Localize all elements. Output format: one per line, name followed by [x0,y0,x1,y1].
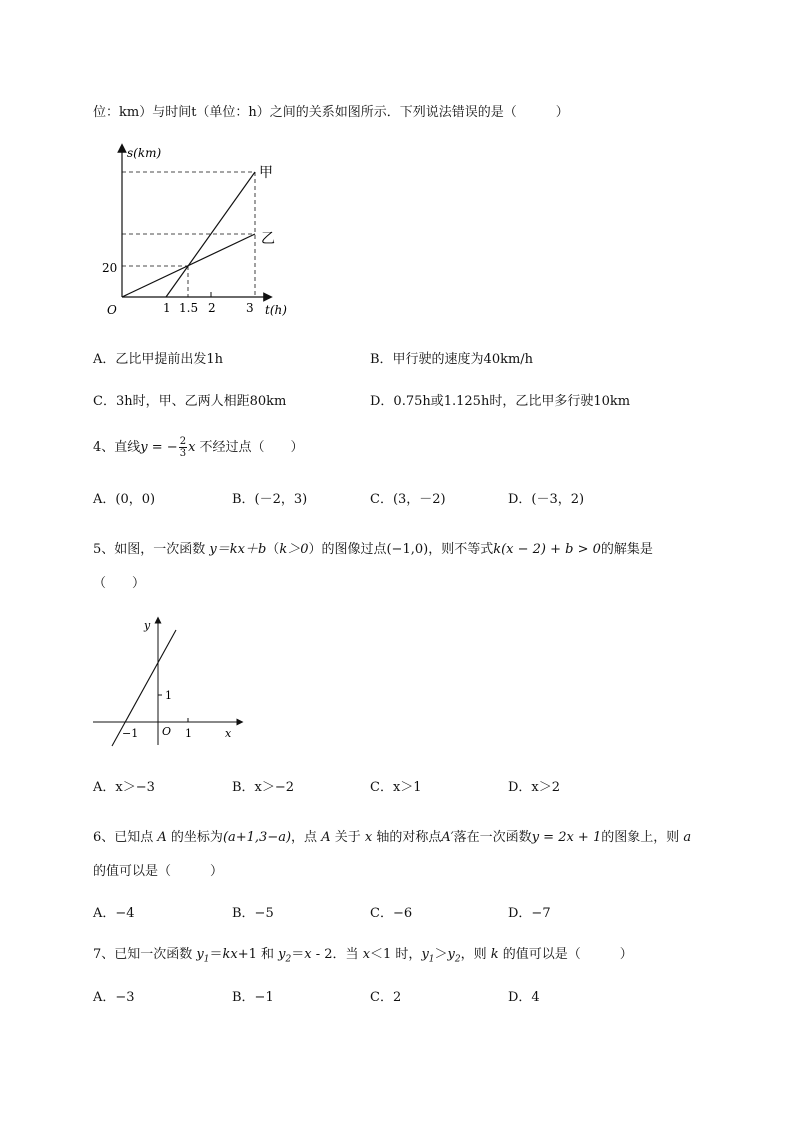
q5-x-label: x [225,727,232,740]
q4-frac-den: 3 [179,448,187,459]
q5-option-d: D．x＞2 [508,780,561,795]
q5-text-4: ，则不等式 [428,542,494,557]
q6-text-b: 的坐标为 [166,830,223,845]
q3-y-tick-20: 20 [102,261,118,275]
q7-text-g: ＞ [434,947,448,962]
q6-text-d: 关于 [330,830,365,845]
q5-inequality: k(x − 2) + b > 0 [493,542,601,557]
q5-tick-1x: 1 [185,727,192,740]
q7-y2-sub-2: 2 [454,954,461,965]
q7-option-a: A．−3 [93,990,135,1005]
q4-option-c: C．(3，－2) [370,492,446,507]
q3-x-tick-3: 3 [246,301,254,315]
q6-text-e: 轴的对称点 [372,830,442,845]
q5-stem [93,538,653,557]
q3-origin: O [107,303,117,317]
q6-option-b: B．−5 [232,906,274,921]
q7-text-c: +1 和 [237,947,279,962]
q7-k: k [490,947,499,962]
q6-stem-line1 [93,826,691,845]
q4-prefix: 4、直线 [93,440,141,455]
q3-distance-time-graph [95,138,295,323]
q5-y-label: y [144,619,151,632]
q7-text-i: 的值可以是（ ） [498,947,633,962]
q4-eq-lhs: y [140,440,148,455]
q3-label-yi: 乙 [261,231,275,247]
q5-paren: （ ） [93,576,146,591]
q3-option-a: A．乙比甲提前出发1h [93,352,224,367]
q6-stem-line2: 的值可以是（ ） [93,864,224,879]
q7-text-f: ＜1 时， [370,947,422,962]
q3-x-tick-1-5: 1.5 [179,301,199,315]
q5-linear-function-graph [88,612,248,752]
q3-stem: 位：km）与时间t（单位：h）之间的关系如图所示．下列说法错误的是（ ） [93,105,569,120]
q3-label-jia: 甲 [259,165,273,181]
q7-text-a: 7、已知一次函数 [93,947,197,962]
q7-text-d: ＝ [291,947,305,962]
q4-frac-num: 2 [179,436,187,447]
q3-option-c: C．3h时，甲、乙两人相距80km [93,394,287,409]
q5-text-2: （ [266,542,280,557]
q6-a-var: a [683,830,692,845]
q6-text-a: 6、已知点 [93,830,158,845]
q7-stem [93,943,633,965]
q6-option-a: A．−4 [93,906,135,921]
q5-func: y＝kx＋b [209,542,267,557]
q6-text-c: ，点 [291,830,322,845]
q7-x-2: x [362,947,371,962]
q7-y2-2: y [447,947,455,962]
q7-x: x [304,947,312,962]
q6-point-a-2: A [321,830,331,845]
q3-option-b: B．甲行驶的速度为40km/h [370,352,534,367]
q6-option-d: D．−7 [508,906,551,921]
q3-option-d: D．0.75h或1.125h时，乙比甲多行驶10km [370,394,631,409]
q5-option-a: A．x＞−3 [93,780,155,795]
q7-option-c: C．2 [370,990,402,1005]
q4-suffix: 不经过点（ ） [195,440,304,455]
q6-text-g: 的图象上，则 [601,830,684,845]
q5-point: (−1,0) [386,542,429,557]
q5-cond: k＞0 [279,542,309,557]
q6-option-c: C．−6 [370,906,413,921]
q7-text-e: - 2．当 [311,947,363,962]
q3-x-tick-2: 2 [208,301,216,315]
q6-point-a-prime: A′ [441,830,454,845]
q6-point-a: A [157,830,167,845]
q7-y2-sub: 2 [285,954,292,965]
q5-text-5: 的解集是 [600,542,653,557]
q7-y1: y [196,947,204,962]
q3-line-yi [122,234,255,297]
q5-option-c: C．x＞1 [370,780,422,795]
q7-option-b: B．−1 [232,990,274,1005]
q3-line-jia [166,172,255,297]
q7-y1-2: y [421,947,429,962]
q4-option-a: A．(0，0) [93,492,156,507]
q5-text-3: ）的图像过点 [308,542,387,557]
q7-y2: y [278,947,286,962]
q7-y1-sub: 1 [203,954,210,965]
q6-coord: (a+1,3−a) [222,830,292,845]
q5-tick-1y: 1 [165,689,172,702]
q3-y-label: s(km) [127,146,162,160]
q4-option-b: B．(－2，3) [232,492,308,507]
q5-option-b: B．x＞−2 [232,780,295,795]
q4-eq-sign: = − [147,440,178,455]
q4-eq-var: x [188,440,196,455]
q5-tick-neg1: −1 [122,727,139,740]
q7-kx: kx [222,947,238,962]
q7-text-b: ＝ [209,947,223,962]
q6-x-var: x [364,830,373,845]
q4-option-d: D．(－3，2) [508,492,585,507]
q4-fraction [179,436,187,459]
q4-stem [93,436,304,459]
q6-func: y = 2x + 1 [531,830,602,845]
q7-text-h: ，则 [460,947,491,962]
q5-text-1: 5、如图，一次函数 [93,542,210,557]
q5-origin: O [162,725,172,738]
q7-option-d: D．4 [508,990,540,1005]
q3-x-tick-1: 1 [163,301,171,315]
q7-y1-sub-2: 1 [428,954,435,965]
q3-x-label: t(h) [265,303,287,317]
q6-text-f: 落在一次函数 [453,830,532,845]
